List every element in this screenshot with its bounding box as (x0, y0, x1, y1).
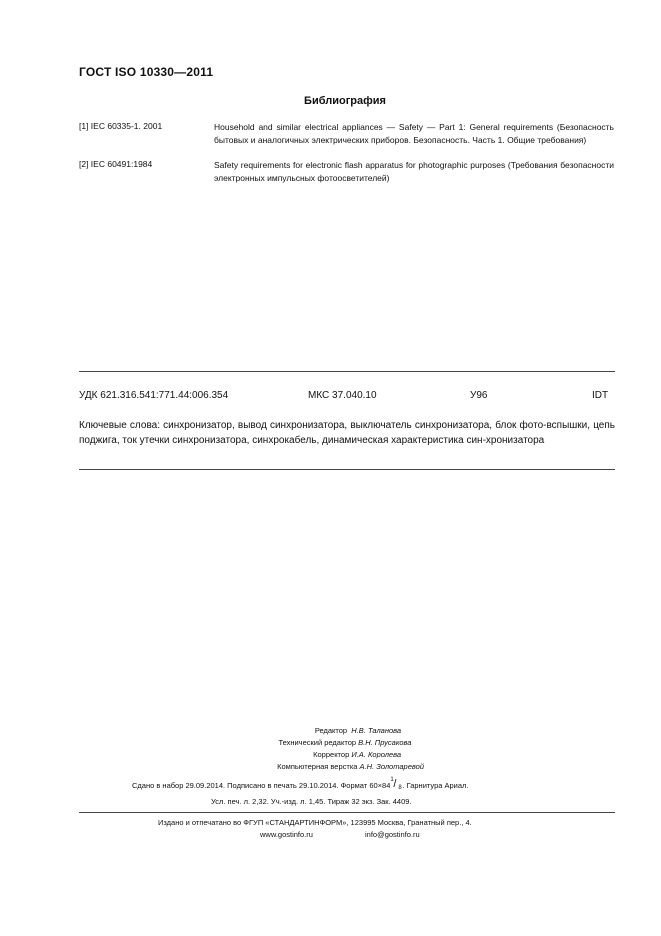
bibliography-title: Библиография (304, 95, 386, 107)
publisher-email[interactable]: info@gostinfo.ru (365, 830, 420, 839)
publisher-website[interactable]: www.gostinfo.ru (260, 830, 313, 839)
okp-code: У96 (470, 390, 488, 401)
divider-top (79, 371, 615, 372)
bibliography-ref: [2] IEC 60491:1984 (79, 159, 153, 169)
staff-line: Компьютерная верстка А.Н. Золотаревой (277, 762, 424, 771)
print-details-line2: Усл. печ. л. 2,32. Уч.-изд. л. 1,45. Тираж 32 экз. Зак. 4409. (211, 797, 412, 806)
keywords-paragraph: Ключевые слова: синхронизатор, вывод синхронизатора, выключатель синхронизатора, блок фото-вспышки, цепь поджига, ток утечки синхронизатора, синхрокабель, динамическая характеристика син-хронизатора (79, 420, 615, 446)
udk-code: УДК 621.316.541:771.44:006.354 (79, 390, 229, 401)
staff-line: Редактор Н.В. Таланова (314, 726, 402, 735)
conformity-degree: IDT (592, 390, 609, 401)
document-header: ГОСТ ISO 10330—2011 (79, 65, 214, 79)
staff-line: Корректор И.А. Королева (313, 750, 402, 759)
publisher-address: Издано и отпечатано во ФГУП «СТАНДАРТИНФОРМ», 123995 Москва, Гранатный пер., 4. (158, 818, 472, 827)
bibliography-text: Household and similar electrical appliances — Safety — Part 1: General requirements (Безопасность бытовых и аналогичных электрических приборов. Безопасность. Часть 1. Общие требования) (214, 122, 614, 145)
format-fraction: 1 / 8 (390, 777, 402, 792)
mks-code: МКС 37.040.10 (308, 390, 377, 401)
bibliography-ref: [1] IEC 60335-1. 2001 (79, 121, 163, 131)
divider-keywords (79, 469, 615, 470)
staff-line: Технический редактор В.Н. Прусакова (278, 738, 412, 747)
divider-bottom (79, 812, 615, 813)
editorial-staff (124, 725, 424, 773)
print-details-line1: Сдано в набор 29.09.2014. Подписано в печать 29.10.2014. Формат 60×84 1 / 8 . Гарнитура Ариал. (132, 777, 469, 792)
bibliography-text: Safety requirements for electronic flash apparatus for photographic purposes (Требования безопасности электронных импульсных фотоосветителей) (214, 160, 614, 183)
